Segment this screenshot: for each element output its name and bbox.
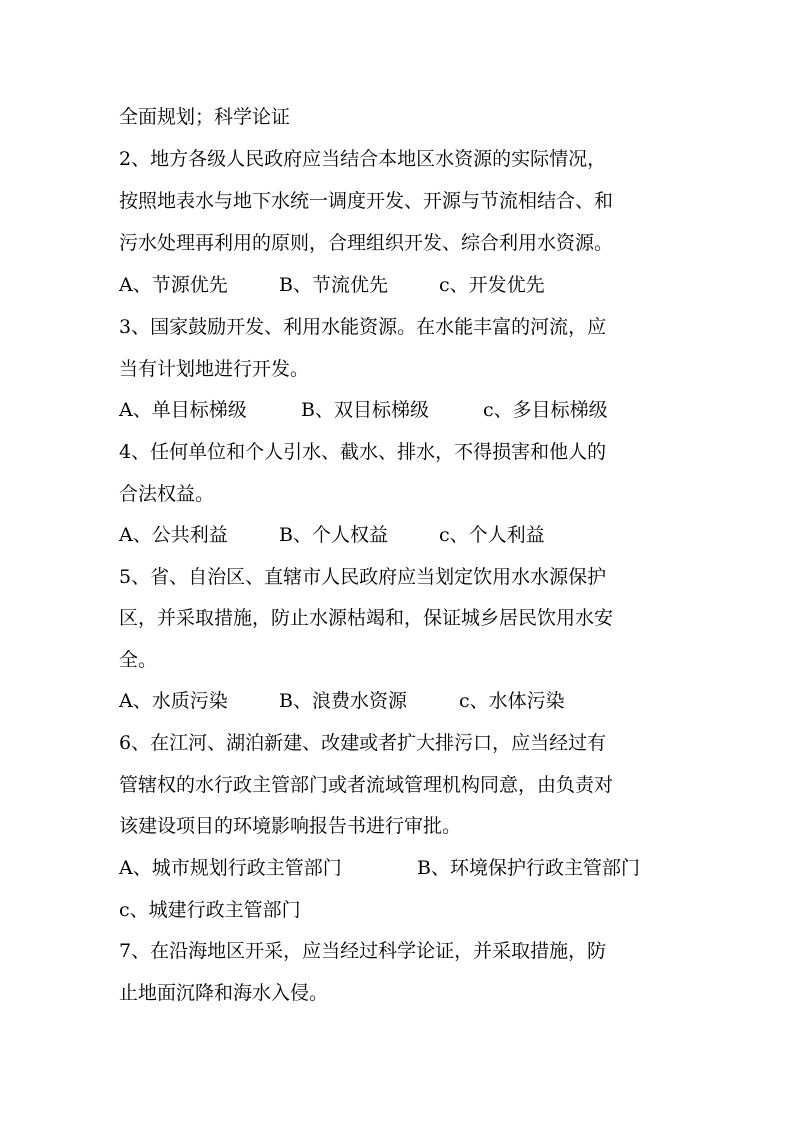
question-6-line-2: 管辖权的水行政主管部门或者流域管理机构同意，由负责对 (119, 774, 614, 796)
question-2-line-1: 2、地方各级人民政府应当结合本地区水资源的实际情况， (119, 148, 607, 170)
answer-line: 全面规划；科学论证 (119, 106, 291, 128)
option-c: c、个人利益 (439, 524, 545, 546)
option-b: B、环境保护行政主管部门 (417, 857, 640, 879)
option-a: A、城市规划行政主管部门 (119, 857, 342, 879)
option-a: A、单目标梯级 (119, 399, 247, 421)
question-6-line-3: 该建设项目的环境影响报告书进行审批。 (119, 815, 462, 837)
option-c: c、城建行政主管部门 (119, 899, 301, 921)
question-4-line-2: 合法权益。 (119, 483, 215, 505)
question-6-line-1: 6、在江河、湖泊新建、改建或者扩大排污口，应当经过有 (119, 732, 607, 754)
option-b: B、节流优先 (279, 274, 388, 296)
question-2-options (119, 272, 709, 298)
question-4-options (119, 522, 709, 548)
question-2-line-2: 按照地表水与地下水统一调度开发、开源与节流相结合、和 (119, 190, 614, 212)
option-a: A、公共利益 (119, 524, 228, 546)
option-b: B、浪费水资源 (279, 690, 407, 712)
question-4-line-1: 4、任何单位和个人引水、截水、排水，不得损害和他人的 (119, 441, 607, 463)
question-7-line-1: 7、在沿海地区开采，应当经过科学论证，并采取措施，防 (119, 940, 607, 962)
question-3-line-1: 3、国家鼓励开发、利用水能资源。在水能丰富的河流，应 (119, 316, 607, 338)
question-6-options-line-1 (119, 855, 709, 881)
option-b: B、个人权益 (279, 524, 388, 546)
option-c: c、水体污染 (459, 690, 565, 712)
question-3-line-2: 当有计划地进行开发。 (119, 358, 310, 380)
question-5-line-2: 区，并采取措施，防止水源枯竭和，保证城乡居民饮用水安 (119, 607, 614, 629)
option-c: c、开发优先 (439, 274, 545, 296)
question-5-options (119, 688, 709, 714)
question-2-line-3: 污水处理再利用的原则，合理组织开发、综合利用水资源。 (119, 232, 614, 254)
question-5-line-1: 5、省、自治区、直辖市人民政府应当划定饮用水水源保护 (119, 566, 607, 588)
option-c: c、多目标梯级 (483, 399, 608, 421)
question-7-line-2: 止地面沉降和海水入侵。 (119, 982, 329, 1004)
option-a: A、节源优先 (119, 274, 228, 296)
question-3-options (119, 397, 709, 423)
question-5-line-3: 全。 (119, 649, 158, 671)
option-a: A、水质污染 (119, 690, 228, 712)
option-b: B、双目标梯级 (301, 399, 429, 421)
question-6-options-line-2 (119, 897, 709, 923)
